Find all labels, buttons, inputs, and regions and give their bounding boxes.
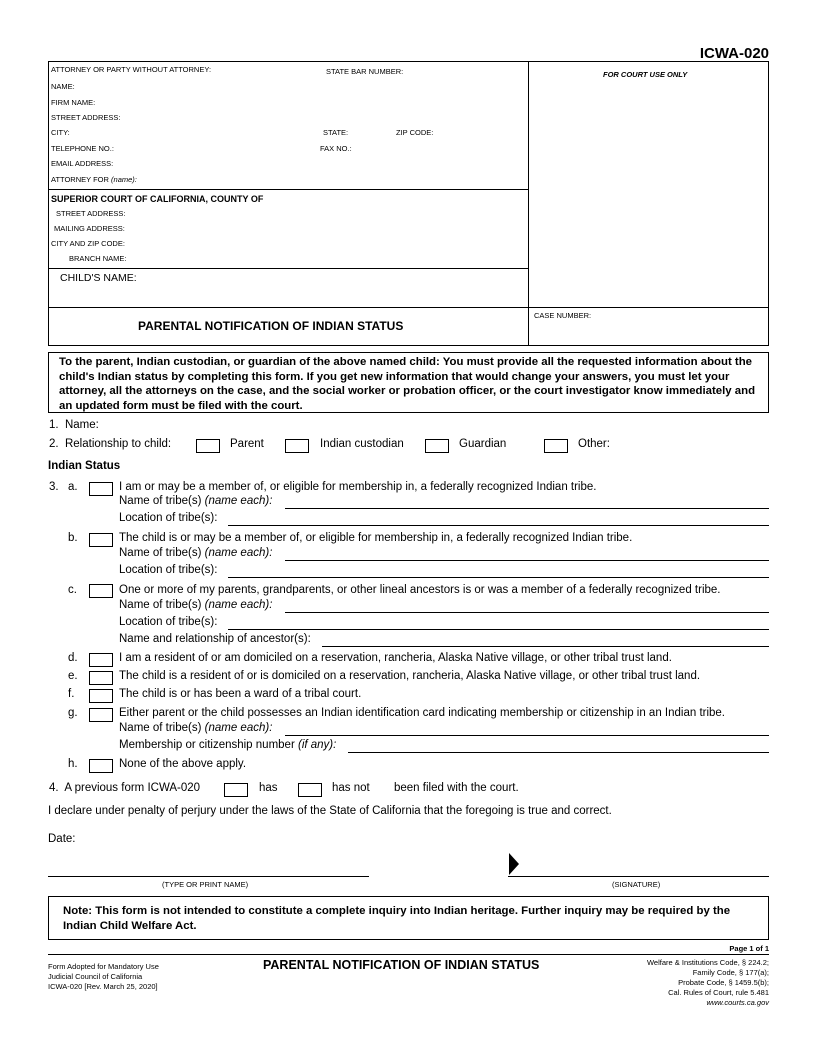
parent-label: Parent bbox=[230, 438, 264, 450]
tribe-label-text: Name of tribe(s) bbox=[119, 547, 202, 559]
item-3b-tribe-line[interactable] bbox=[285, 560, 769, 561]
item-3c-location-line[interactable] bbox=[228, 629, 769, 630]
item-3h-text: None of the above apply. bbox=[119, 758, 247, 770]
item-3f-letter: f. bbox=[68, 688, 75, 700]
item-3c-location-label: Location of tribe(s): bbox=[119, 616, 218, 628]
indian-custodian-checkbox[interactable] bbox=[285, 439, 309, 453]
footer-left-line: Form Adopted for Mandatory Use bbox=[48, 962, 159, 971]
form-id: ICWA-020 bbox=[699, 45, 769, 62]
date-label[interactable]: Date: bbox=[48, 833, 76, 845]
footer-title: PARENTAL NOTIFICATION OF INDIAN STATUS bbox=[263, 958, 540, 972]
page-number: Page 1 of 1 bbox=[729, 944, 769, 953]
name-label[interactable]: NAME: bbox=[51, 82, 75, 91]
footer-citation: Family Code, § 177(a); bbox=[692, 968, 769, 977]
telephone-label[interactable]: TELEPHONE NO.: bbox=[51, 144, 114, 153]
attorney-label: ATTORNEY OR PARTY WITHOUT ATTORNEY: bbox=[51, 65, 212, 74]
mailing-address-label[interactable]: MAILING ADDRESS: bbox=[54, 224, 125, 233]
indian-custodian-label: Indian custodian bbox=[320, 438, 404, 450]
guardian-label: Guardian bbox=[459, 438, 507, 450]
tribe-label-text: Name of tribe(s) bbox=[119, 599, 202, 611]
tribe-hint: (name each): bbox=[204, 495, 273, 507]
item-3h-letter: h. bbox=[68, 758, 78, 770]
city-zip-label[interactable]: CITY AND ZIP CODE: bbox=[51, 239, 125, 248]
signature-line[interactable] bbox=[508, 876, 769, 877]
footer-left-line: ICWA-020 [Rev. March 25, 2020] bbox=[48, 982, 158, 991]
item-3d-text: I am a resident of or am domiciled on a reservation, rancheria, Alaska Native village, or other tribal trust land. bbox=[119, 652, 672, 664]
item-3c-tribe-label bbox=[119, 599, 272, 611]
parent-checkbox[interactable] bbox=[196, 439, 220, 453]
item-3g-tribe-label bbox=[119, 722, 272, 734]
caption-rule bbox=[48, 268, 529, 269]
item-2 bbox=[49, 438, 171, 450]
item-3a-checkbox[interactable] bbox=[89, 482, 113, 496]
item-3e-letter: e. bbox=[68, 670, 78, 682]
street-address-label[interactable]: STREET ADDRESS: bbox=[51, 113, 121, 122]
item-3d-letter: d. bbox=[68, 652, 78, 664]
footer-citation: Probate Code, § 1459.5(b); bbox=[678, 978, 769, 987]
instructions-notice: To the parent, Indian custodian, or guardian of the above named child: You must provide all the requested information about the child's Indian status by completing this form. If you get new information that would change your answers, you must let your attorney, all the attorneys on the case, and the social worker or probation officer, or the court investigator know immediately and an updated form must be filed with the court. bbox=[48, 352, 769, 413]
item-3b-location-label: Location of tribe(s): bbox=[119, 564, 218, 576]
item-3a-location-label: Location of tribe(s): bbox=[119, 512, 218, 524]
item-3g-membership-line[interactable] bbox=[348, 752, 769, 753]
item-3c-ancestor-label: Name and relationship of ancestor(s): bbox=[119, 633, 311, 645]
item-1[interactable] bbox=[49, 419, 99, 431]
item-number: 4. bbox=[49, 782, 59, 794]
footer-right bbox=[647, 958, 769, 1008]
court-street-label[interactable]: STREET ADDRESS: bbox=[56, 209, 126, 218]
other-checkbox[interactable] bbox=[544, 439, 568, 453]
has-not-checkbox[interactable] bbox=[298, 783, 322, 797]
item-4-label bbox=[49, 782, 200, 794]
membership-hint: (if any): bbox=[297, 739, 337, 751]
item-3a-tribe-line[interactable] bbox=[285, 508, 769, 509]
fax-label[interactable]: FAX NO.: bbox=[320, 144, 352, 153]
item-3g-membership-label bbox=[119, 739, 336, 751]
footer-citation: Welfare & Institutions Code, § 224.2; bbox=[646, 958, 769, 967]
declaration-text: I declare under penalty of perjury under the laws of the State of California that the foregoing is true and correct. bbox=[48, 805, 612, 817]
item-4-suffix: been filed with the court. bbox=[394, 782, 519, 794]
item-3g-letter: g. bbox=[68, 707, 78, 719]
state-label[interactable]: STATE: bbox=[323, 128, 349, 137]
other-label: Other: bbox=[578, 438, 610, 450]
item-3b-text: The child is or may be a member of, or eligible for membership in, a federally recognized Indian tribe. bbox=[119, 532, 633, 544]
item-3f-text: The child is or has been a ward of a tribal court. bbox=[119, 688, 362, 700]
item-3g-checkbox[interactable] bbox=[89, 708, 113, 722]
item-3b-location-line[interactable] bbox=[228, 577, 769, 578]
court-use-label: FOR COURT USE ONLY bbox=[603, 70, 688, 79]
signature-arrow-icon bbox=[509, 853, 519, 875]
indian-status-heading: Indian Status bbox=[48, 460, 121, 472]
name-field-label: Name: bbox=[64, 419, 99, 431]
zip-label[interactable]: ZIP CODE: bbox=[396, 128, 434, 137]
tribe-hint: (name each): bbox=[204, 599, 273, 611]
footer-left bbox=[48, 962, 159, 992]
item-3e-checkbox[interactable] bbox=[89, 671, 113, 685]
child-name-label[interactable]: CHILD'S NAME: bbox=[60, 272, 137, 284]
type-name-label: (TYPE OR PRINT NAME) bbox=[162, 880, 249, 889]
caption-divider bbox=[528, 61, 529, 346]
item-3e-text: The child is a resident of or is domiciled on a reservation, rancheria, Alaska Native village, or other tribal trust land. bbox=[119, 670, 701, 682]
caption-rule bbox=[48, 189, 529, 190]
has-not-label: has not bbox=[332, 782, 370, 794]
court-title: SUPERIOR COURT OF CALIFORNIA, COUNTY OF bbox=[51, 194, 264, 204]
bottom-note: Note: This form is not intended to constitute a complete inquiry into Indian heritage. Further inquiry may be required by the Indian Child Welfare Act. bbox=[48, 896, 769, 940]
item-4-prefix: A previous form ICWA-020 bbox=[64, 782, 201, 794]
item-number: 2. bbox=[49, 438, 59, 450]
signature-label: (SIGNATURE) bbox=[612, 880, 661, 889]
item-3a-letter: a. bbox=[68, 481, 78, 493]
email-label[interactable]: EMAIL ADDRESS: bbox=[51, 159, 114, 168]
item-3b-tribe-label bbox=[119, 547, 272, 559]
item-3a-text: I am or may be a member of, or eligible for membership in, a federally recognized Indian tribe. bbox=[119, 481, 597, 493]
item-3a-location-line[interactable] bbox=[228, 525, 769, 526]
footer-left-line: Judicial Council of California bbox=[48, 972, 143, 981]
caption-rule bbox=[48, 307, 769, 308]
item-3c-tribe-line[interactable] bbox=[285, 612, 769, 613]
print-name-line[interactable] bbox=[48, 876, 369, 877]
footer-website-link[interactable]: www.courts.ca.gov bbox=[706, 998, 769, 1007]
has-checkbox[interactable] bbox=[224, 783, 248, 797]
item-3c-letter: c. bbox=[68, 584, 77, 596]
attorney-for-text: ATTORNEY FOR bbox=[51, 175, 109, 184]
item-3f-checkbox[interactable] bbox=[89, 689, 113, 703]
item-3g-text: Either parent or the child possesses an Indian identification card indicating membership or citizenship in an Indian tribe. bbox=[119, 707, 726, 719]
has-label: has bbox=[259, 782, 278, 794]
guardian-checkbox[interactable] bbox=[425, 439, 449, 453]
tribe-hint: (name each): bbox=[204, 547, 273, 559]
relationship-label: Relationship to child: bbox=[64, 438, 172, 450]
item-3-number: 3. bbox=[49, 481, 59, 493]
item-3g-tribe-line[interactable] bbox=[285, 735, 769, 736]
case-number-label[interactable]: CASE NUMBER: bbox=[534, 311, 592, 320]
tribe-label-text: Name of tribe(s) bbox=[119, 722, 202, 734]
item-3d-checkbox[interactable] bbox=[89, 653, 113, 667]
item-3c-checkbox[interactable] bbox=[89, 584, 113, 598]
footer-citation: Cal. Rules of Court, rule 5.481 bbox=[668, 988, 769, 997]
item-3b-letter: b. bbox=[68, 532, 78, 544]
city-label[interactable]: CITY: bbox=[51, 128, 70, 137]
branch-name-label[interactable]: BRANCH NAME: bbox=[69, 254, 127, 263]
footer-rule bbox=[48, 954, 769, 955]
membership-label-text: Membership or citizenship number bbox=[119, 739, 295, 751]
firm-name-label[interactable]: FIRM NAME: bbox=[51, 98, 96, 107]
attorney-for-hint: (name): bbox=[111, 175, 137, 184]
tribe-label-text: Name of tribe(s) bbox=[119, 495, 202, 507]
form-title: PARENTAL NOTIFICATION OF INDIAN STATUS bbox=[138, 319, 404, 333]
item-3c-ancestor-line[interactable] bbox=[322, 646, 769, 647]
state-bar-label: STATE BAR NUMBER: bbox=[326, 67, 404, 76]
item-3c-text: One or more of my parents, grandparents, or other lineal ancestors is or was a member of a federally recognized tribe. bbox=[119, 584, 721, 596]
tribe-hint: (name each): bbox=[204, 722, 273, 734]
item-number: 1. bbox=[49, 419, 59, 431]
item-3b-checkbox[interactable] bbox=[89, 533, 113, 547]
attorney-for-label[interactable] bbox=[51, 175, 137, 184]
item-3h-checkbox[interactable] bbox=[89, 759, 113, 773]
item-3a-tribe-label bbox=[119, 495, 272, 507]
